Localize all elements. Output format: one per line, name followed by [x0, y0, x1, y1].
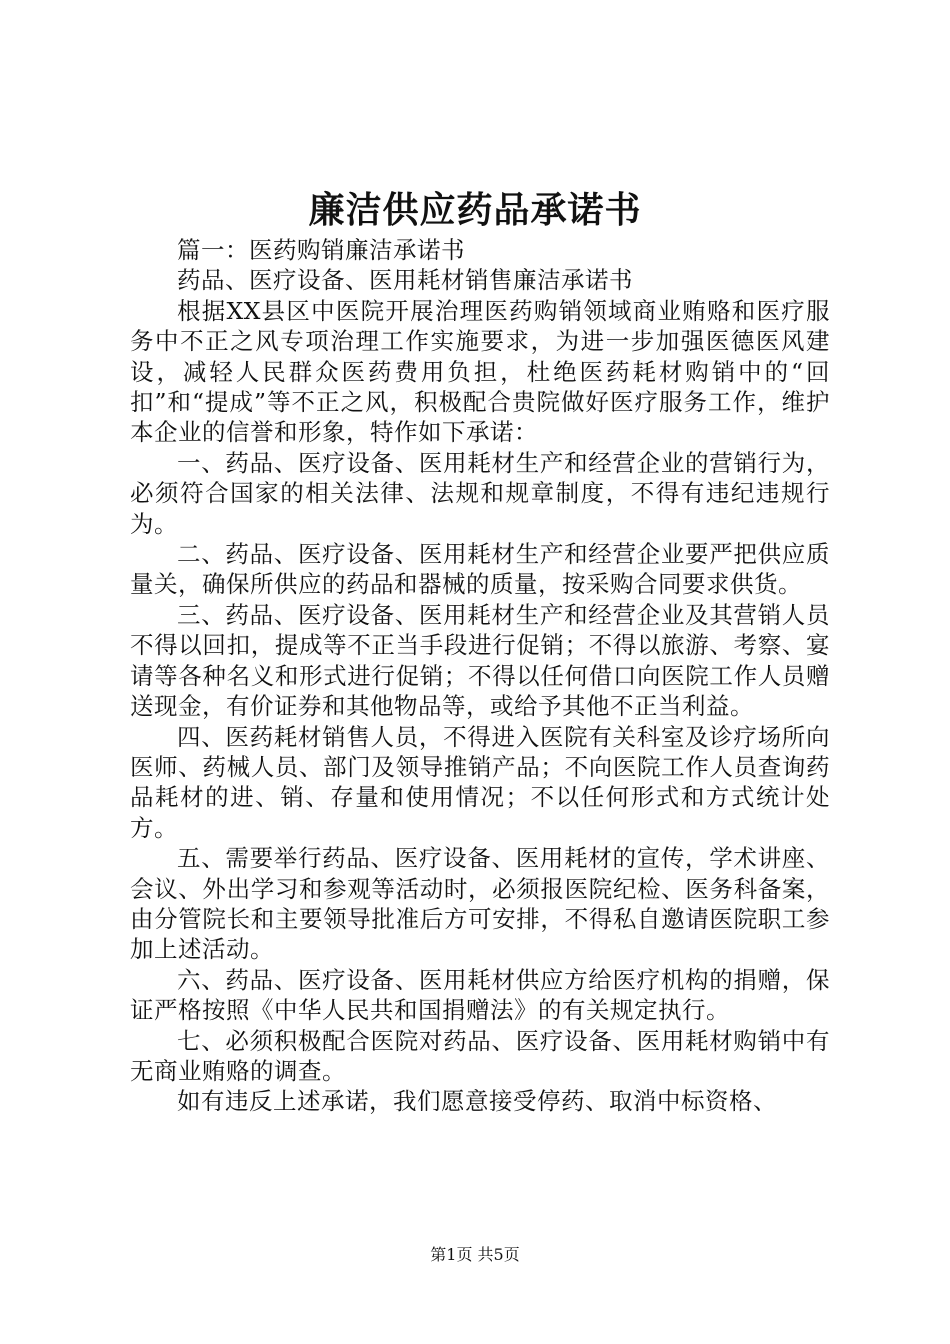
clause-6-paragraph: 六、药品、医疗设备、医用耗材供应方给医疗机构的捐赠，保证严格按照《中华人民共和国捐赠法》的有关规定执行。: [130, 965, 830, 1025]
clause-4-paragraph: 四、医药耗材销售人员，不得进入医院有关科室及诊疗场所向医师、药械人员、部门及领导推销产品；不向医院工作人员查询药品耗材的进、销、存量和使用情况；不以任何形式和方式统计处方。: [130, 722, 830, 842]
clause-3-paragraph: 三、药品、医疗设备、医用耗材生产和经营企业及其营销人员不得以回扣，提成等不正当手段进行促销；不得以旅游、考察、宴请等各种名义和形式进行促销；不得以任何借口向医院工作人员赠送现金，有价证券和其他物品等，或给予其他不正当利益。: [130, 600, 830, 721]
document-title: 廉洁供应药品承诺书: [308, 189, 642, 231]
section-heading: 篇一：医药购销廉洁承诺书: [177, 236, 465, 264]
page-footer: 第1页 共5页: [430, 1245, 520, 1264]
closing-paragraph: 如有违反上述承诺，我们愿意接受停药、取消中标资格、: [177, 1087, 777, 1116]
clause-2-paragraph: 二、药品、医疗设备、医用耗材生产和经营企业要严把供应质量关，确保所供应的药品和器械的质量，按采购合同要求供货。: [130, 540, 830, 599]
intro-paragraph: 根据XX县区中医院开展治理医药购销领域商业贿赂和医疗服务中不正之风专项治理工作实施要求，为进一步加强医德医风建设，减轻人民群众医药费用负担，杜绝医药耗材购销中的“回扣”和“提成”等不正之风，积极配合贵院做好医疗服务工作，维护本企业的信誉和形象，特作如下承诺：: [130, 296, 830, 447]
clause-1-paragraph: 一、药品、医疗设备、医用耗材生产和经营企业的营销行为，必须符合国家的相关法律、法规和规章制度，不得有违纪违规行为。: [130, 448, 830, 538]
clause-7-paragraph: 七、必须积极配合医院对药品、医疗设备、医用耗材购销中有无商业贿赂的调查。: [130, 1026, 830, 1085]
document-body: [130, 235, 830, 1117]
subtitle-paragraph: 药品、医疗设备、医用耗材销售廉洁承诺书: [177, 266, 633, 295]
clause-5-paragraph: 五、需要举行药品、医疗设备、医用耗材的宣传，学术讲座、会议、外出学习和参观等活动时，必须报医院纪检、医务科备案，由分管院长和主要领导批准后方可安排，不得私自邀请医院职工参加上述活动。: [130, 844, 830, 964]
